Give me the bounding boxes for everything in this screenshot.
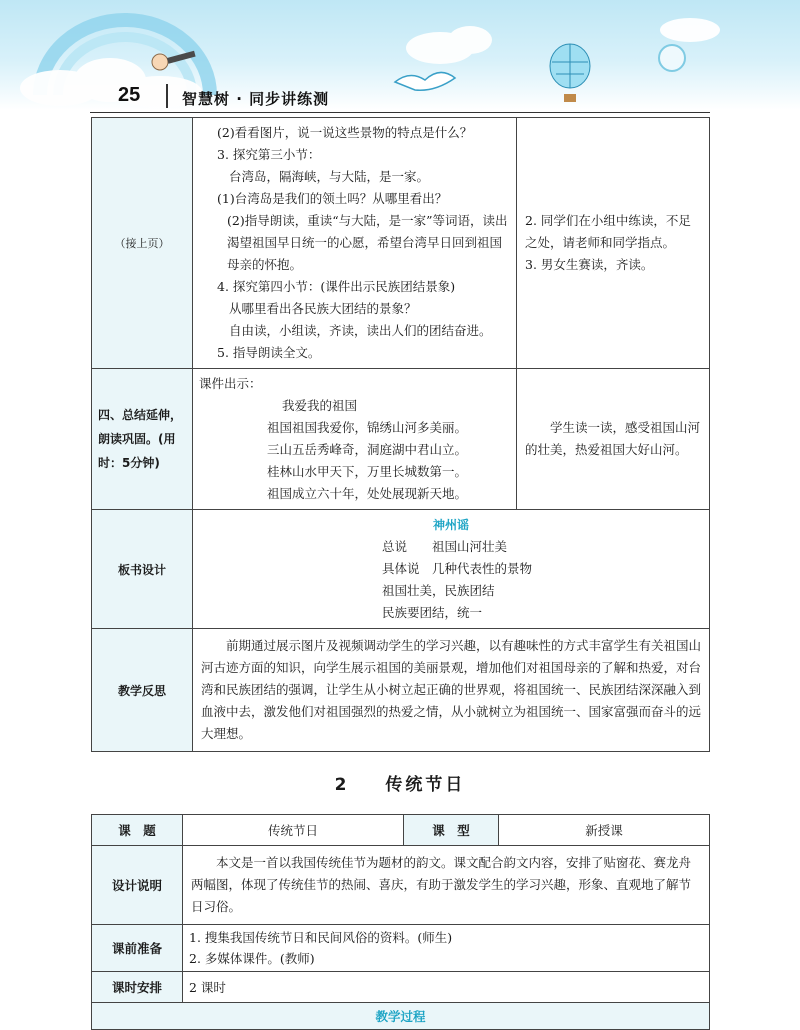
book-title: 智慧树 · 同步讲练测 <box>182 90 330 108</box>
courseware-intro: 课件出示： <box>199 376 262 391</box>
header-rule <box>90 112 710 113</box>
row-label-continued: （接上页） <box>92 118 193 369</box>
table-row <box>92 510 710 629</box>
board-line: 祖国壮美，民族团结 <box>382 583 495 598</box>
board-line: 具体说 几种代表性的景物 <box>382 561 533 576</box>
lesson-info-table <box>91 814 710 1030</box>
type-value: 新授课 <box>499 815 710 846</box>
poem-line: 祖国祖国我爱你，锦绣山河多美丽。 <box>267 420 468 435</box>
step-text: (1)台湾岛是我们的领土吗？从哪里看出？ <box>217 191 448 206</box>
poem-title: 我爱我的祖国 <box>281 398 357 413</box>
board-line: 民族要团结，统一 <box>382 605 483 620</box>
poem-line: 三山五岳秀峰奇，洞庭湖中君山立。 <box>267 442 468 457</box>
header-divider <box>166 84 168 108</box>
quote-line: 台湾岛，隔海峡，与大陆，是一家。 <box>229 169 430 184</box>
step-text: 自由读，小组读，齐读，读出人们的团结奋进。 <box>229 323 492 338</box>
type-label: 课 型 <box>404 815 499 846</box>
teaching-steps-cell <box>193 118 517 369</box>
step-text: (2)看看图片，说一说这些景物的特点是什么？ <box>217 125 473 140</box>
sun-icon <box>659 45 685 71</box>
prep-item: 1. 搜集我国传统节日和民间风俗的资料。(师生) <box>189 930 453 945</box>
poem-line: 祖国成立六十年，处处展现新天地。 <box>267 486 468 501</box>
page-number: 25 <box>118 84 141 106</box>
design-text: 本文是一首以我国传统佳节为题材的韵文。课文配合韵文内容，安排了贴窗花、赛龙舟两幅图，体现了传统佳节的热闹、喜庆，有助于激发学生的学习兴趣，形象、直观地了解节日习俗。 <box>183 846 710 925</box>
prep-label: 课前准备 <box>92 925 183 972</box>
prep-item: 2. 多媒体课件。(教师) <box>189 951 315 966</box>
step-text: (2)指导朗读，重读“与大陆，是一家”等词语，读出渴望祖国早日统一的心愿，希望台湾早日回到祖国母亲的怀抱。 <box>227 213 508 272</box>
design-label: 设计说明 <box>92 846 183 925</box>
table-row <box>92 369 710 510</box>
topic-value: 传统节日 <box>183 815 404 846</box>
activity-text: 3. 男女生赛读，齐读。 <box>525 257 654 272</box>
poem-line: 桂林山水甲天下，万里长城数第一。 <box>267 464 468 479</box>
lesson-plan-table-continued <box>91 117 710 752</box>
summary-cell <box>193 369 517 510</box>
time-value: 2 课时 <box>183 972 710 1003</box>
hot-air-balloon-icon <box>550 44 590 102</box>
table-row <box>92 925 710 972</box>
table-row <box>92 1003 710 1030</box>
time-label: 课时安排 <box>92 972 183 1003</box>
step-heading: 3. 探究第三小节： <box>217 147 321 162</box>
table-row <box>92 118 710 369</box>
flying-bird-icon <box>395 72 455 90</box>
student-activity-cell <box>517 118 710 369</box>
table-row <box>92 815 710 846</box>
prep-cell <box>183 925 710 972</box>
step-text: 从哪里看出各民族大团结的景象？ <box>229 301 417 316</box>
row-label-reflection: 教学反思 <box>92 629 193 752</box>
board-design-cell <box>193 510 710 629</box>
lesson-number: 2 <box>334 775 350 795</box>
row-label-board: 板书设计 <box>92 510 193 629</box>
board-title: 神州谣 <box>432 518 469 532</box>
board-line: 总说 祖国山河壮美 <box>382 539 508 554</box>
table-row <box>92 846 710 925</box>
process-heading: 教学过程 <box>92 1003 710 1030</box>
student-activity-cell: 学生读一读，感受祖国山河的壮美，热爱祖国大好山河。 <box>517 369 710 510</box>
lesson-title: 传统节日 <box>385 775 466 795</box>
table-row <box>92 972 710 1003</box>
step-heading: 5. 指导朗读全文。 <box>217 345 321 360</box>
step-heading: 4. 探究第四小节：(课件出示民族团结景象) <box>217 279 456 294</box>
reflection-text: 前期通过展示图片及视频调动学生的学习兴趣，以有趣味性的方式丰富学生有关祖国山河古迹方面的知识，向学生展示祖国的美丽景观，增加他们对祖国母亲的了解和热爱，对台湾和民族团结的强调，让学生从小树立起正确的世界观，将祖国统一、民族团结深深融入到血液中去，激发他们对祖国强烈的热爱之情，从小就树立为祖国统一、国家富强而奋斗的远大理想。 <box>193 629 710 752</box>
row-label-summary: 四、总结延伸，朗读巩固。(用时：5分钟) <box>92 369 193 510</box>
lesson-heading <box>0 770 800 795</box>
table-row <box>92 629 710 752</box>
activity-text: 2. 同学们在小组中练读，不足之处，请老师和同学指点。 <box>525 213 691 250</box>
topic-label: 课 题 <box>92 815 183 846</box>
